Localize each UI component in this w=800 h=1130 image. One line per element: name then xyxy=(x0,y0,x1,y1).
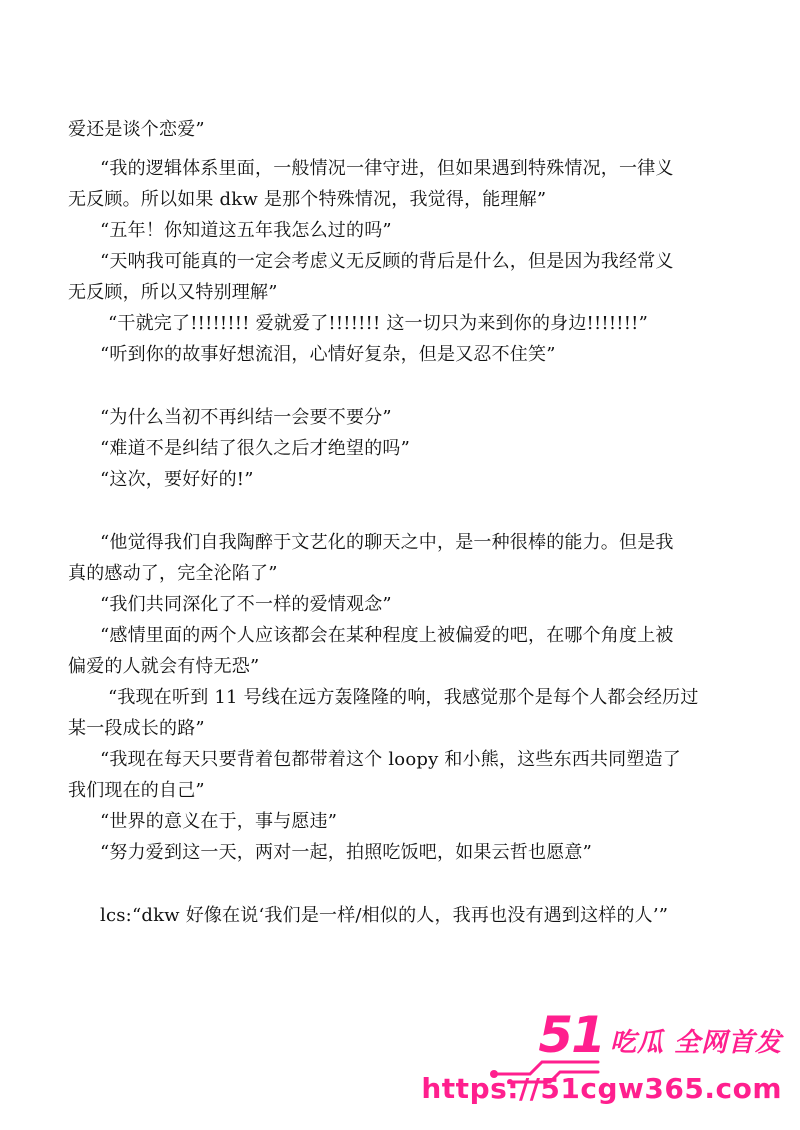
text-line: 我们现在的自己” xyxy=(68,780,205,801)
watermark-url: https://51cgw365.com xyxy=(421,1072,782,1105)
watermark xyxy=(421,1004,790,1122)
text-line: “感情里面的两个人应该都会在某种程度上被偏爱的吧，在哪个角度上被 xyxy=(100,625,674,646)
text-line: “我现在听到 11 号线在远方轰隆隆的响，我感觉那个是每个人都会经历过 xyxy=(108,687,699,708)
text-line: “世界的意义在于，事与愿违” xyxy=(100,811,338,832)
text-line: “听到你的故事好想流泪，心情好复杂，但是又忍不住笑” xyxy=(100,344,556,365)
text-line: “他觉得我们自我陶醉于文艺化的聊天之中，是一种很棒的能力。但是我 xyxy=(100,532,674,553)
text-line: “我的逻辑体系里面，一般情况一律守进，但如果遇到特殊情况，一律义 xyxy=(100,158,674,179)
text-line: “天呐我可能真的一定会考虑义无反顾的背后是什么，但是因为我经常义 xyxy=(100,251,674,272)
text-line: 某一段成长的路” xyxy=(68,718,205,739)
text-line: 偏爱的人就会有恃无恐” xyxy=(68,656,260,677)
text-line: “难道不是纠结了很久之后才绝望的吗” xyxy=(100,438,411,459)
text-line: 爱还是谈个恋爱” xyxy=(68,119,205,140)
text-line: lcs:“dkw 好像在说‘我们是一样/相似的人，我再也没有遇到这样的人’” xyxy=(100,905,669,926)
text-line: “我现在每天只要背着包都带着这个 loopy 和小熊，这些东西共同塑造了 xyxy=(100,749,681,770)
text-line: 无反顾，所以又特别理解” xyxy=(68,282,278,303)
watermark-logo xyxy=(538,1006,782,1064)
watermark-number: 51 xyxy=(538,1006,604,1064)
text-line: “这次，要好好的!” xyxy=(100,469,254,490)
text-line: 真的感动了，完全沦陷了” xyxy=(68,563,278,584)
watermark-slogan: 吃瓜 全网首发 xyxy=(609,1028,782,1058)
text-line: “我们共同深化了不一样的爱情观念” xyxy=(100,594,392,615)
text-line: “努力爱到这一天，两对一起，拍照吃饭吧，如果云哲也愿意” xyxy=(100,842,593,863)
text-line: 无反顾。所以如果 dkw 是那个特殊情况，我觉得，能理解” xyxy=(68,189,547,210)
text-line: “干就完了!!!!!!!! 爱就爱了!!!!!!! 这一切只为来到你的身边!!!!!!!” xyxy=(108,313,648,334)
text-line: “为什么当初不再纠结一会要不要分” xyxy=(100,407,392,428)
text-line: “五年！你知道这五年我怎么过的吗” xyxy=(100,220,392,241)
